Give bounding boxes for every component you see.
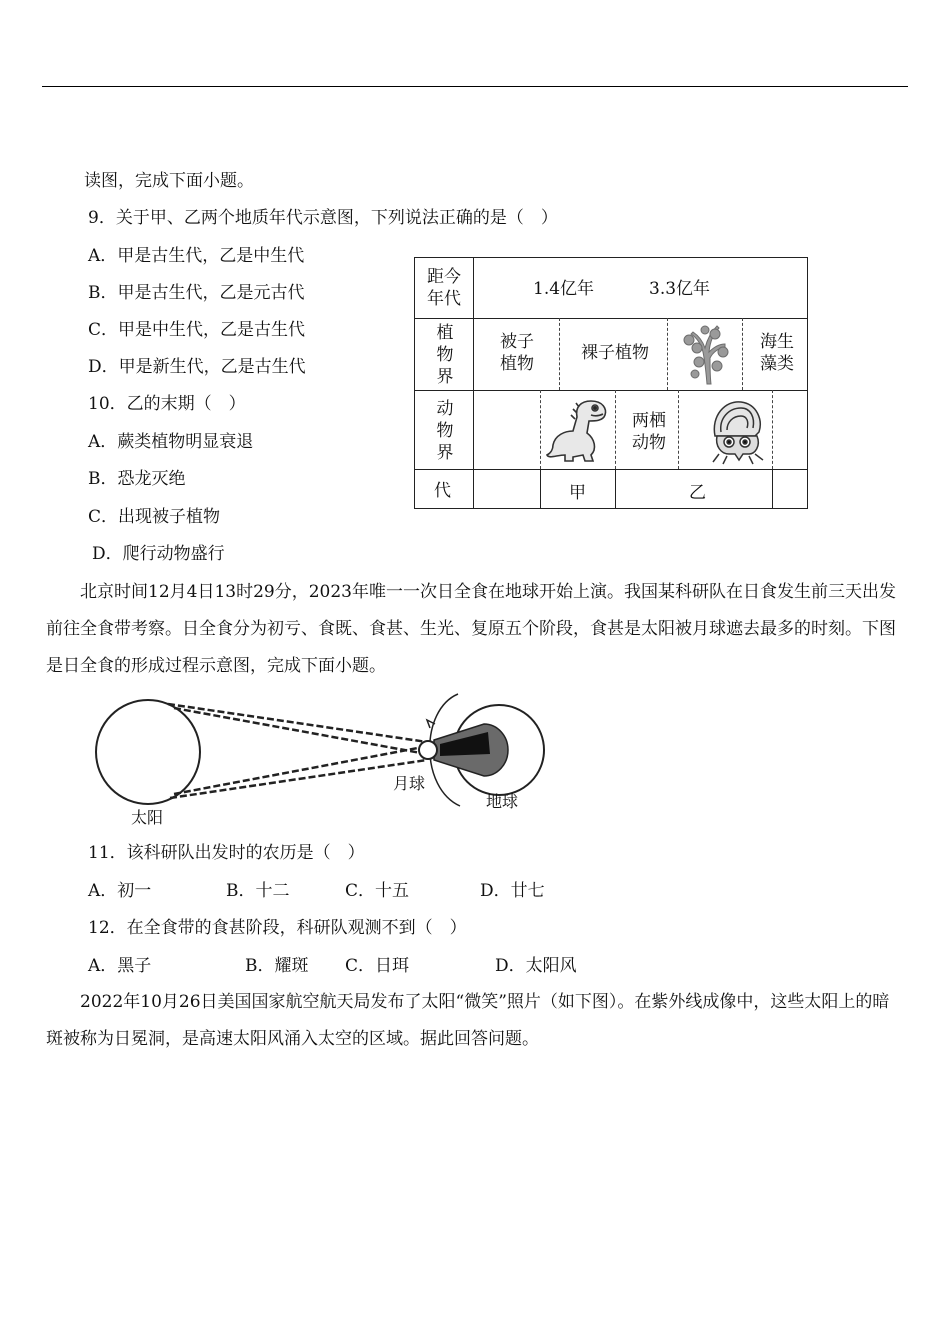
- time-marker-1: 1.4亿年: [533, 279, 595, 299]
- age-header-label: 距今年代: [427, 267, 461, 309]
- q12-option-b[interactable]: B．耀斑: [245, 956, 309, 976]
- q9-option-c[interactable]: C．甲是中生代，乙是古生代: [88, 320, 306, 340]
- fern-fossil-icon: [679, 322, 735, 386]
- geologic-era-table: [414, 257, 808, 509]
- question-12-stem: 12．在全食带的食甚阶段，科研队观测不到（ ）: [88, 918, 467, 938]
- era-row-label: 代: [434, 481, 451, 501]
- q9-option-d[interactable]: D．甲是新生代，乙是古生代: [88, 357, 306, 377]
- plant-gymnosperm: 裸子植物: [581, 343, 649, 363]
- q10-option-a[interactable]: A．蕨类植物明显衰退: [88, 432, 254, 452]
- q10-option-c[interactable]: C．出现被子植物: [88, 507, 221, 527]
- q12-option-a[interactable]: A．黑子: [88, 956, 152, 976]
- question-9-stem: 9．关于甲、乙两个地质年代示意图，下列说法正确的是（ ）: [88, 208, 558, 228]
- q9-option-b[interactable]: B．甲是古生代，乙是元古代: [88, 283, 305, 303]
- intro-text: 读图，完成下面小题。: [84, 171, 254, 191]
- plant-angiosperm: 被子植物: [500, 332, 534, 374]
- animal-kingdom-label: 动物界: [436, 399, 454, 463]
- light-ray: [170, 760, 427, 798]
- q9-option-a[interactable]: A．甲是古生代，乙是中生代: [88, 246, 305, 266]
- sun-circle: [96, 700, 200, 804]
- moon-label: 月球: [393, 774, 426, 793]
- era-jia: 甲: [569, 483, 586, 503]
- q12-option-c[interactable]: C．日珥: [345, 956, 410, 976]
- q11-option-b[interactable]: B．十二: [226, 881, 290, 901]
- q11-option-c[interactable]: C．十五: [345, 881, 410, 901]
- plant-marine-algae: 海生藻类: [760, 332, 794, 374]
- sun-label: 太阳: [131, 808, 164, 827]
- question-10-stem: 10．乙的末期（ ）: [88, 394, 246, 414]
- eclipse-intro-paragraph: 北京时间12月4日13时29分，2023年唯一一次日全食在地球开始上演。我国某科研队在日食发生前三天出发前往全食带考察。日全食分为初亏、食既、食甚、生光、复原五个阶段，食甚是太阳被月球遮去最多的时刻。下图是日全食的形成过程示意图，完成下面小题。: [46, 582, 896, 676]
- question-11-stem: 11．该科研队出发时的农历是（ ）: [88, 843, 365, 863]
- era-yi: 乙: [689, 483, 706, 503]
- moon-circle: [419, 741, 437, 759]
- animal-amphibian: 两栖动物: [632, 411, 666, 453]
- q10-option-d[interactable]: D．爬行动物盛行: [92, 544, 225, 564]
- sun-smile-intro-paragraph: 2022年10月26日美国国家航空航天局发布了太阳“微笑”照片（如下图）。在紫外线成像中，这些太阳上的暗斑被称为日冕洞，是高速太阳风涌入太空的区域。据此回答问题。: [46, 992, 890, 1049]
- q12-option-d[interactable]: D．太阳风: [495, 956, 577, 976]
- light-ray: [168, 704, 427, 742]
- time-marker-2: 3.3亿年: [649, 279, 711, 299]
- plant-kingdom-label: 植物界: [436, 323, 454, 387]
- q11-option-a[interactable]: A．初一: [88, 881, 152, 901]
- q10-option-b[interactable]: B．恐龙灭绝: [88, 469, 186, 489]
- header-rule: [42, 86, 908, 87]
- earth-label: 地球: [486, 792, 519, 811]
- dinosaur-icon: [545, 395, 611, 465]
- ammonite-icon: [705, 396, 771, 466]
- q11-option-d[interactable]: D．廿七: [480, 881, 545, 901]
